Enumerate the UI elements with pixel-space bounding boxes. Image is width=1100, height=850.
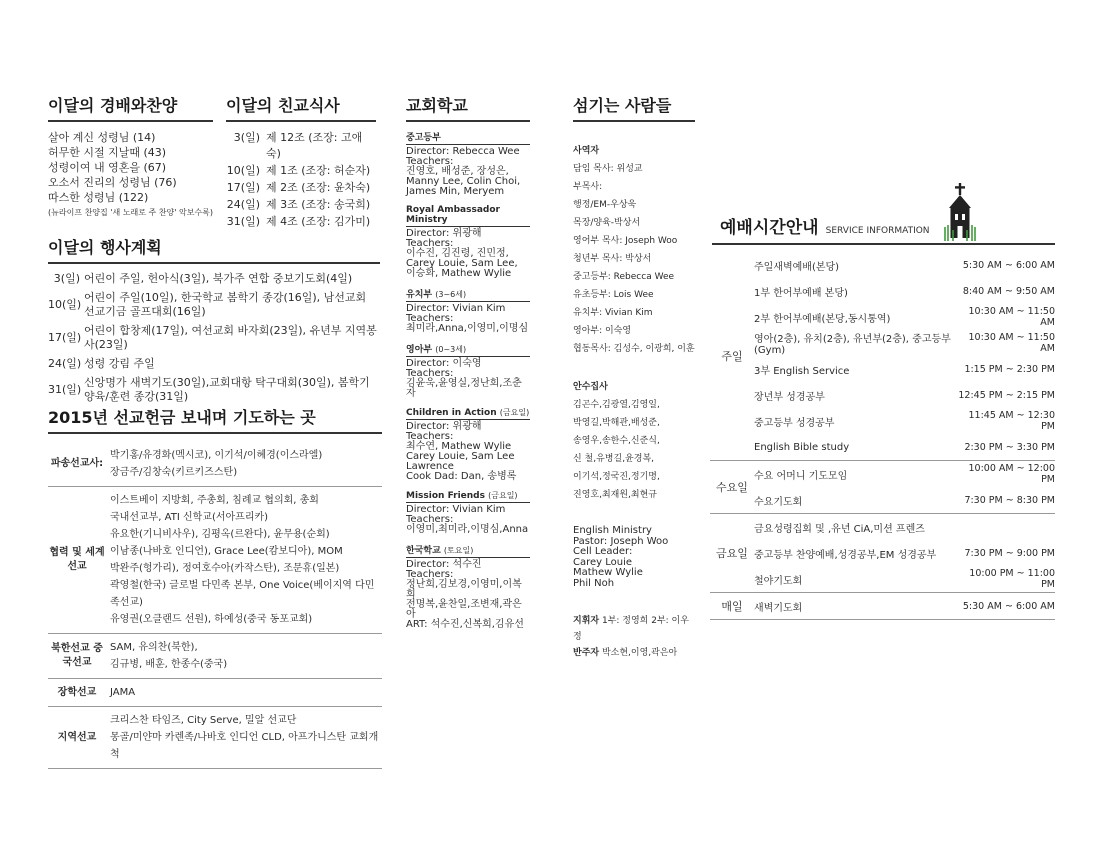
deacon-item: 김곤수,김광열,김영일, [573,400,660,410]
worship-day: 수요일 [716,481,748,494]
school-dept-line: Teachers: [406,569,454,580]
conductor-text: 1부: 정영희 2부: 이우정 [573,616,689,642]
worship-day: 금요일 [716,547,748,560]
english-ministry-item: Mathew Wylie [573,567,643,578]
fellowship-list [226,130,376,230]
fellowship-text: 제 12조 (조장: 고애숙) [266,131,363,160]
worship-row [754,304,1055,330]
deacon-item: 신 철,유병길,윤경복, [573,454,654,464]
mission-category: 지역선교 [57,731,97,743]
worship-rows [754,514,1055,592]
worship-group [710,593,1055,620]
mission-item: 몽골/미얀마 카렌족/나바호 인디언 CLD, 아프가니스탄 교회개척 [110,732,379,760]
school-dept-line: 김윤욱,윤영실,정난희,조춘자 [406,378,522,399]
hymn-item: 살아 계신 성령님 (14) [48,131,156,144]
school-dept-body [406,147,530,197]
event-row [48,272,380,286]
english-ministry-item: Carey Louie [573,556,633,568]
mission-group [48,634,382,679]
clergy-item: 영아부: 이숙영 [573,326,632,336]
church-icon [944,183,976,241]
school-dept-name: 한국학교 [406,546,441,556]
worship-rows [754,593,1055,619]
fellowship-text: 제 4조 (조장: 김가미) [266,215,371,228]
school-title: 교회학교 [406,96,530,122]
mission-item: 장금주/김창숙(키르키즈스탄) [110,467,238,478]
hymn-item: 따스한 성령님 (122) [48,191,149,204]
worship-service-time: 8:40 AM ~ 9:50 AM [962,285,1055,297]
event-text: 성령 강림 주일 [84,357,155,370]
school-dept-line: James Min, Meryem [406,186,505,197]
school-dept-line: 진영호, 배성준, 장성은, [406,166,509,177]
clergy-item: 담임 목사: 위성교 [573,164,643,174]
school-dept-body [406,505,530,535]
worship-row [754,252,1055,278]
events-list [48,272,380,404]
event-day: 31(일) [48,383,82,396]
clergy-item: 영어부 목사: Joseph Woo [573,236,678,246]
fellowship-row [226,197,376,213]
mission-table [48,442,382,769]
worship-service-time: 2:30 PM ~ 3:30 PM [964,441,1055,453]
worship-service-time: 1:15 PM ~ 2:30 PM [964,363,1055,375]
school-dept-line: Carey Louie, Sam Lee [406,451,515,462]
mission-group [48,707,382,769]
school-dept-line: Teachers: [406,368,454,379]
mission-item: 유영권(오클랜드 선원), 하예성(중국 동포교회) [110,614,313,625]
school-dept-body [406,229,530,279]
school-dept-line: Director: 위광해 [406,228,482,239]
clergy-heading: 사역자 [573,146,600,156]
mission-category: 협력 및 세계선교 [49,547,105,572]
english-ministry-item: Phil Noh [573,577,615,589]
school-dept-line: Manny Lee, Colin Choi, [406,176,521,187]
clergy-item: 부목사: [573,182,603,192]
mission-item: 박기홍/유경화(멕시코), 이기석/이혜경(이스라엘) [110,450,323,461]
school-dept-heading [406,342,530,357]
worship-group [710,514,1055,593]
deacon-item: 진영호,최재원,최현규 [573,490,657,500]
school-dept-line: Director: Vivian Kim [406,504,506,515]
event-day: 17(일) [48,331,82,344]
worship-row [754,461,1055,487]
event-text: 어린이 합창제(17일), 여선교회 바자회(23일), 유년부 지역봉사(23일) [84,324,377,351]
clergy-list [573,160,695,358]
school-dept-line: 이수진, 김진령, 진민정, [406,248,509,259]
events-title: 이달의 행사계획 [48,238,380,264]
fellowship-day: 10(일) [226,164,260,177]
deacons-block [573,378,695,504]
school-dept-heading [406,543,530,558]
event-day: 10(일) [48,298,82,311]
deacons-list [573,396,695,504]
hymn-item: 오소서 진리의 성령님 (76) [48,176,177,189]
worship-group [710,252,1055,461]
mission-item: JAMA [110,687,136,698]
mission-section [48,408,382,769]
mission-item: 이남종(나바호 인디언), Grace Lee(캄보디아), MOM [110,546,343,557]
school-dept-note: (0~3세) [435,345,467,354]
school-dept-line: 최수연, Mathew Wylie [406,441,512,452]
deacon-item: 송영우,송한수,신준식, [573,436,660,446]
school-dept-heading [406,287,530,302]
school-dept-line: Director: Vivian Kim [406,303,506,314]
worship-service-time: 10:00 PM ~ 11:00 PM [969,568,1055,590]
hymn-note: (뉴라이프 찬양집 '새 노래로 주 찬양' 악보수록) [48,208,214,217]
music-block [573,613,695,661]
event-text: 신앙명가 새벽기도(30일),교회대항 탁구대회(30일), 봄학기 양육/훈련 종강(31일) [84,376,370,403]
school-dept-note: (금요일) [488,491,518,500]
school-dept-name: Royal Ambassador Ministry [406,205,500,225]
servants-title: 섬기는 사람들 [573,96,695,122]
clergy-item: 협동목사: 김성수, 이광희, 이훈 [573,344,695,354]
clergy-item: 목장/양육-박상서 [573,218,641,228]
worship-service-time: 5:30 AM ~ 6:00 AM [962,259,1055,271]
school-dept-line: 정난희,김보경,이영미,이복희 [406,579,522,600]
worship-service-name: 철야기도회 [754,575,803,587]
mission-item: 국내선교부, ATI 신학교(서아프리카) [110,512,269,523]
worship-service-time: 10:30 AM ~ 11:50 AM [968,306,1055,328]
hymn-item: 허무한 시절 지날때 (43) [48,146,167,159]
school-dept-line: Teachers: [406,313,454,324]
english-ministry-item: Pastor: Joseph Woo [573,535,669,547]
school-dept-name: 영아부 [406,345,433,355]
accompanist-line [573,645,695,661]
worship-subtitle: SERVICE INFORMATION [825,226,930,236]
worship-service-name: English Bible study [754,441,850,453]
hymns-title: 이달의 경배와찬양 [48,96,213,122]
deacons-heading: 안수집사 [573,382,608,392]
worship-service-name: 1부 한어부예배 본당) [754,287,848,299]
worship-rows [754,252,1055,460]
worship-row [754,356,1055,382]
english-ministry-block [573,526,695,589]
worship-service-name: 2부 한어부예배(본당,동시통역) [754,313,891,325]
fellowship-day: 31(일) [226,215,260,228]
school-dept-line: 이영미,최미라,이명심,Anna [406,524,529,535]
school-dept-line: Carey Louie, Sam Lee, [406,258,518,269]
conductor-line [573,613,695,645]
worship-table [710,252,1055,620]
mission-item: 박완주(헝가리), 정여호수아(카작스탄), 조문휴(일본) [110,563,340,574]
worship-day: 주일 [721,350,743,363]
mission-title: 2015년 선교헌금 보내며 기도하는 곳 [48,408,382,434]
school-dept-note: (3~6세) [435,290,467,299]
mission-items [106,447,382,481]
mission-items [106,712,382,763]
mission-item: 이스트베이 지방회, 주총회, 침례교 협의회, 총회 [110,495,319,506]
worship-heading [720,213,930,238]
worship-row [754,382,1055,408]
mission-items [106,492,382,628]
mission-item: 김규병, 배훈, 한종수(중국) [110,659,228,670]
mission-group [48,442,382,487]
worship-row [754,408,1055,434]
mission-group [48,679,382,707]
school-dept-note: (토요일) [443,546,474,555]
school-dept-line: 전명복,윤찬일,조변재,곽은아 [406,599,522,620]
school-dept-heading [406,407,530,420]
worship-service-name: 새벽기도회 [754,602,803,614]
fellowship-text: 제 3조 (조장: 송국희) [266,198,371,211]
fellowship-row [226,214,376,230]
worship-row [754,278,1055,304]
school-dept-line: Director: 이숙영 [406,358,482,369]
hymns-section [48,96,213,218]
clergy-item: 청년부 목사: 박상서 [573,254,652,264]
clergy-item: 유치부: Vivian Kim [573,308,653,318]
event-row [48,357,380,371]
worship-service-name: 3부 English Service [754,365,850,377]
school-section [406,96,530,630]
mission-items [106,684,382,701]
event-day: 24(일) [48,357,82,370]
worship-service-time: 10:30 AM ~ 11:50 AM [968,332,1055,354]
worship-title: 예배시간안내 [720,218,819,238]
school-dept-line: Director: Rebecca Wee [406,146,520,157]
school-departments [406,130,530,630]
clergy-item: 행정/EM-우상욱 [573,200,637,210]
fellowship-title: 이달의 친교식사 [226,96,376,122]
school-dept-body [406,304,530,334]
hymn-item: 성령이여 내 영혼을 (67) [48,161,167,174]
mission-item: SAM, 유의찬(북한), [110,642,198,653]
mission-category: 북한선교 중국선교 [51,643,103,668]
school-dept-body [406,422,530,482]
worship-row [754,434,1055,460]
worship-group [710,461,1055,514]
fellowship-text: 제 2조 (조장: 윤차숙) [266,181,371,194]
worship-row [754,514,1055,540]
worship-service-name: 중고등부 성경공부 [754,417,835,429]
deacon-item: 이기석,정국진,정기명, [573,472,660,482]
worship-service-time: 5:30 AM ~ 6:00 AM [962,600,1055,612]
school-dept-heading [406,205,530,227]
worship-service-time: 7:30 PM ~ 9:00 PM [964,547,1055,559]
worship-service-name: 금요성령집회 및 ,유년 CiA,미션 프렌즈 [754,523,925,535]
school-dept-body [406,359,530,399]
english-ministry-item: English Ministry [573,525,652,536]
worship-service-time: 12:45 PM ~ 2:15 PM [958,389,1055,401]
english-ministry-item: Cell Leader: [573,546,633,557]
school-dept-name: 유치부 [406,290,433,300]
worship-service-name: 영아(2층), 유치(2층), 유년부(2층), 중고등부(Gym) [754,334,951,356]
accompanist-label: 반주자 [573,648,600,658]
event-day: 3(일) [53,272,80,285]
worship-service-name: 수요기도회 [754,496,803,508]
fellowship-row [226,130,376,162]
event-row [48,291,380,319]
worship-rows [754,461,1055,513]
clergy-item: 중고등부: Rebecca Wee [573,272,675,282]
worship-service-name: 중고등부 찬양예배,성경공부,EM 성경공부 [754,549,937,561]
worship-day: 매일 [721,600,743,613]
worship-row [754,487,1055,513]
worship-service-name: 주일새벽예배(본당) [754,261,840,273]
school-dept-line: Director: 석수진 [406,559,482,570]
mission-items [106,639,382,673]
fellowship-day: 24(일) [226,198,260,211]
deacon-item: 박영길,박해관,배성준, [573,418,660,428]
school-dept-line: Teachers: [406,238,454,249]
school-dept-line: Lawrence [406,461,454,472]
school-dept-line: Director: 위광해 [406,421,482,432]
fellowship-day: 3(일) [233,131,260,144]
school-dept-line: Teachers: [406,431,454,442]
fellowship-row [226,180,376,196]
worship-service-name: 장년부 성경공부 [754,391,825,403]
school-dept-note: (금요일) [499,408,530,417]
worship-service-time: 11:45 AM ~ 12:30 PM [968,410,1055,432]
mission-item: 유요한(기니비사우), 김평옥(르완다), 윤무용(순회) [110,529,330,540]
school-dept-name: Children in Action [406,408,497,418]
school-dept-line: Teachers: [406,156,454,167]
event-text: 어린이 주일(10일), 한국학교 봄학기 종강(16일), 남선교회 선교기금 골프대회(16일) [84,291,367,318]
worship-row [754,566,1055,592]
mission-item: 크리스찬 타임즈, City Serve, 밀알 선교단 [110,715,297,726]
school-dept-body [406,560,530,630]
event-row [48,324,380,352]
events-section [48,238,380,409]
worship-row [754,593,1055,619]
event-row [48,376,380,404]
school-dept-heading [406,130,530,145]
school-dept-heading [406,490,530,503]
school-dept-name: 중고등부 [406,133,441,143]
school-dept-line: Teachers: [406,514,454,525]
event-text: 어린이 주일, 헌아식(3일), 북가주 연합 중보기도회(4일) [84,272,353,285]
fellowship-text: 제 1조 (조장: 허순자) [266,164,371,177]
clergy-item: 유초등부: Lois Wee [573,290,654,300]
school-dept-line: 이승화, Mathew Wylie [406,268,512,279]
mission-group [48,487,382,634]
worship-service-time: 7:30 PM ~ 8:30 PM [964,494,1055,506]
accompanist-text: 박소현,이영,곽은아 [601,648,678,658]
worship-service-time: 10:00 AM ~ 12:00 PM [968,463,1055,485]
conductor-label: 지휘자 [573,616,600,626]
school-dept-line: Cook Dad: Dan, 송병록 [406,471,517,482]
mission-category: 장학선교 [57,686,97,698]
school-dept-line: 최미라,Anna,이영미,이명심 [406,323,529,334]
clergy-block [573,142,695,358]
school-dept-line: ART: 석수진,신복희,김유선 [406,619,524,630]
fellowship-row [226,163,376,179]
servants-section [573,96,695,661]
worship-header [712,183,1055,245]
fellowship-day: 17(일) [226,181,260,194]
hymn-list [48,130,213,205]
worship-row [754,540,1055,566]
worship-row [754,330,1055,356]
worship-service-name: 수요 어머니 기도모임 [754,470,848,482]
mission-item: 곽영철(한국) 글로벌 다민족 본부, One Voice(베이지역 다민족선교) [110,580,375,608]
fellowship-section [226,96,376,231]
mission-category: 파송선교사: [50,458,104,469]
school-dept-name: Mission Friends [406,491,485,501]
